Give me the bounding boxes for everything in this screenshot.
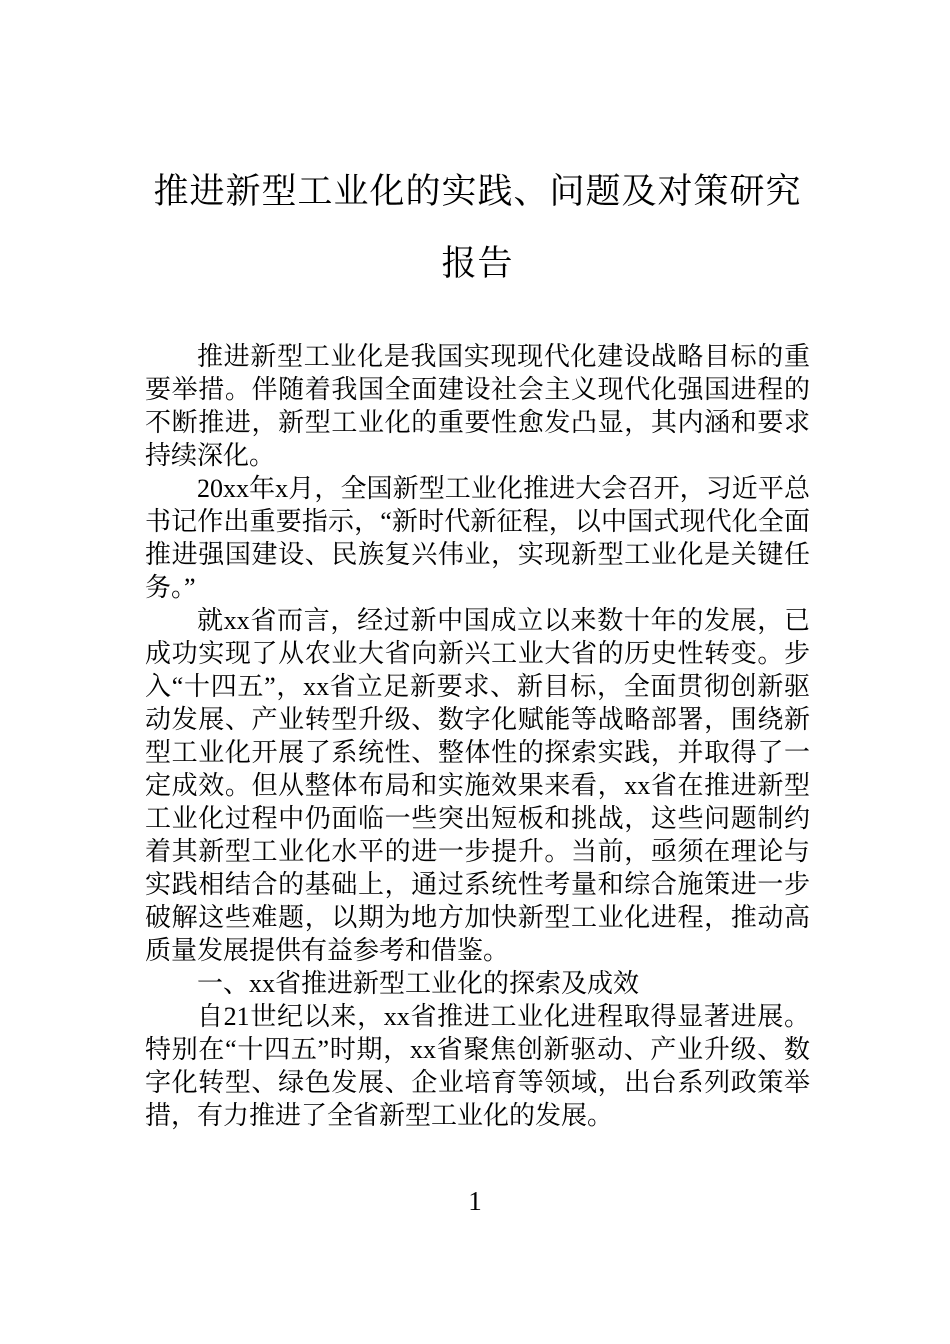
paragraph-province-overview: 就xx省而言，经过新中国成立以来数十年的发展，已成功实现了从农业大省向新兴工业大省的历史性转变。步入“十四五”，xx省立足新要求、新目标，全面贯彻创新驱动发展、产业转型升级、数字化赋能等战略部署，围绕新型工业化开展了系统性、整体性的探索实践，并取得了一定成效。但从整体布局和实施效果来看，xx省在推进新型工业化过程中仍面临一些突出短板和挑战，这些问题制约着其新型工业化水平的进一步提升。当前，亟须在理论与实践相结合的基础上，通过系统性考量和综合施策进一步破解这些难题，以期为地方加快新型工业化进程，推动高质量发展提供有益参考和借鉴。 (145, 606, 810, 965)
page-number: 1 (468, 1186, 482, 1216)
title-line-2: 报告 (441, 244, 514, 283)
document-title (145, 156, 810, 300)
paragraph-conference: 20xx年x月，全国新型工业化推进大会召开，习近平总书记作出重要指示，“新时代新征程，以中国式现代化全面推进强国建设、民族复兴伟业，实现新型工业化是关键任务。” (145, 474, 810, 602)
document-body (145, 340, 810, 1132)
section-heading: 一、xx省推进新型工业化的探索及成效 (197, 969, 640, 998)
paragraph-section-body: 自21世纪以来，xx省推进工业化进程取得显著进展。特别在“十四五”时期，xx省聚焦创新驱动、产业升级、数字化转型、绿色发展、企业培育等领域，出台系列政策举措，有力推进了全省新型工业化的发展。 (145, 1002, 810, 1130)
title-line-1: 推进新型工业化的实践、问题及对策研究 (153, 172, 802, 211)
paragraph-intro: 推进新型工业化是我国实现现代化建设战略目标的重要举措。伴随着我国全面建设社会主义现代化强国进程的不断推进，新型工业化的重要性愈发凸显，其内涵和要求持续深化。 (145, 342, 810, 470)
